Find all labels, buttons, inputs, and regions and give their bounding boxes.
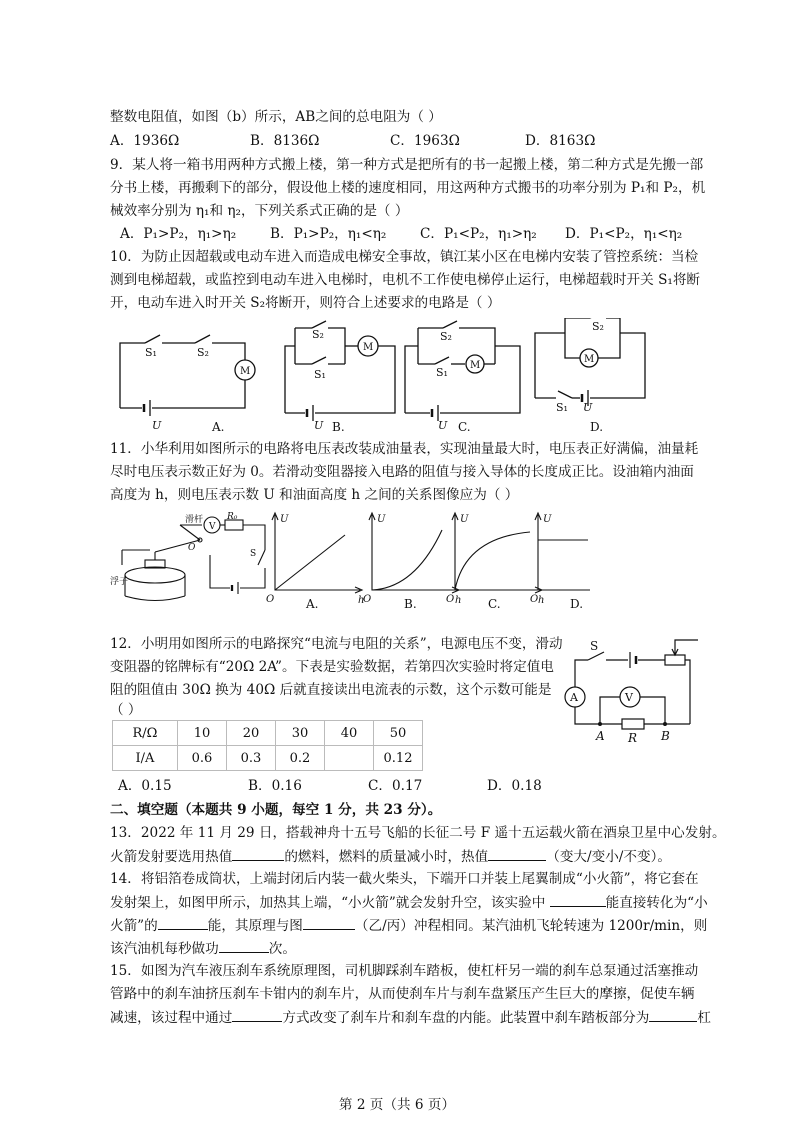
table-cell: R/Ω xyxy=(113,721,178,746)
q10-c-u: U xyxy=(438,419,448,432)
q15-line-2: 管路中的刹车油挤压刹车卡钳内的刹车片，从而使刹车片与刹车盘紧压产生巨大的摩擦，促使车辆 xyxy=(110,986,695,1002)
q14-blank-1[interactable] xyxy=(550,892,606,907)
q13-line-2 xyxy=(110,846,671,867)
q15-text-a: 减速，该过程中通过 xyxy=(110,1010,233,1026)
q13-text-b: 的燃料，燃料的质量减小时，热值 xyxy=(284,849,489,865)
q10-caption-b: B. xyxy=(332,420,345,434)
q11-line-3: 高度为 h，则电压表示数 U 和油面高度 h 之间的关系图像应为（ ） xyxy=(110,487,519,503)
q12-option-c: C．0.17 xyxy=(368,778,423,794)
q14-text-f: 该汽油机每秒做功 xyxy=(110,941,219,957)
q10-line-2: 测到电梯超载，或监控到电动车进入电梯时，电机不工作使电梯停止运行，电梯超载时开关 S₁将断 xyxy=(110,272,701,288)
q11-b-u: U xyxy=(377,514,386,525)
q8-option-c: C．1963Ω xyxy=(390,133,460,149)
q10-d-u: U xyxy=(583,401,593,414)
q12-point-a-label: A xyxy=(596,729,605,743)
q10-line-1: 10．为防止因超载或电动车进入而造成电梯安全事故，镇江某小区在电梯内安装了管控系统：当检 xyxy=(110,249,699,265)
q11-a-o: O xyxy=(266,594,275,605)
q10-c-s2: S₂ xyxy=(440,330,452,343)
q10-b-s2: S₂ xyxy=(312,328,324,341)
q10-line-3: 开，电动车进入时开关 S₂将断开，则符合上述要求的电路是（ ） xyxy=(110,295,501,311)
q8-option-b: B．8136Ω xyxy=(250,133,320,149)
q14-text-e: （乙/丙）冲程相同。某汽油机飞轮转速为 1200r/min，则 xyxy=(354,918,708,934)
q11-c-u: U xyxy=(460,514,469,525)
q14-text-a: 发射架上，如图甲所示，加热其上端，“小火箭”就会发射升空，该实验中 xyxy=(110,895,550,911)
q10-a-s1: S₁ xyxy=(145,346,157,359)
q11-a-h: h xyxy=(358,595,365,606)
q13-text-a: 火箭发射要选用热值 xyxy=(110,849,233,865)
q13-text-c: （变大/变小/不变）。 xyxy=(546,849,671,865)
q15-blank-1[interactable] xyxy=(232,1007,282,1022)
q10-d-m: M xyxy=(584,354,595,365)
q8-option-d: D．8163Ω xyxy=(525,133,596,149)
q12-ammeter-label: A xyxy=(570,691,578,704)
q14-text-c: 火箭”的 xyxy=(110,918,158,934)
q12-r-label: R xyxy=(628,731,638,744)
table-cell: 0.3 xyxy=(227,746,276,771)
q14-text-b: 能直接转化为“小 xyxy=(605,895,708,911)
q13-blank-1[interactable] xyxy=(232,846,284,861)
q9-option-d: D．P₁<P₂，η₁<η₂ xyxy=(565,226,683,242)
q10-d-s2: S₂ xyxy=(592,320,604,333)
q14-text-g: 次。 xyxy=(268,941,296,957)
q12-option-d: D．0.18 xyxy=(487,778,542,794)
q9-line-1: 9．某人将一箱书用两种方式搬上楼，第一种方式是把所有的书一起搬上楼，第二种方式是先搬一部 xyxy=(110,157,704,173)
q10-b-u: U xyxy=(314,419,324,432)
q11-r0-label: R₀ xyxy=(227,512,238,522)
q8-stem: 整数电阻值，如图（b）所示，AB之间的总电阻为（ ） xyxy=(110,109,442,125)
q15-text-c: 杠 xyxy=(697,1010,711,1026)
q12-s-label: S xyxy=(590,639,599,653)
q15-line-1: 15．如图为汽车液压刹车系统原理图，司机脚踩刹车踏板，使杠杆另一端的刹车总泵通过活塞推动 xyxy=(110,963,699,979)
q12-line-3: 阻的阻值由 30Ω 换为 40Ω 后就直接读出电流表的示数，这个示数可能是 xyxy=(110,682,552,698)
table-cell: 10 xyxy=(178,721,227,746)
q14-line-4 xyxy=(110,938,296,959)
q14-blank-2[interactable] xyxy=(158,915,208,930)
q9-line-3: 械效率分别为 η₁和 η₂，下列关系式正确的是（ ） xyxy=(110,203,409,219)
q11-caption-b: B. xyxy=(404,597,417,611)
q11-caption-a: A. xyxy=(306,597,319,611)
q11-figures xyxy=(110,510,590,616)
q9-line-2: 分书上楼，再搬剩下的部分，假设他上楼的速度相同，用这两种方式搬书的功率分别为 P₁和 P₂，机 xyxy=(110,180,706,196)
q10-caption-a: A. xyxy=(212,420,225,434)
q11-b-h: h xyxy=(455,595,462,606)
q14-text-d: 能，其原理与图 xyxy=(207,918,303,934)
q13-blank-2[interactable] xyxy=(488,846,546,861)
q12-line-2: 变阻器的铭牌标有“20Ω 2A”。下表是实验数据，若第四次实验时将定值电 xyxy=(110,659,554,675)
table-cell: 0.6 xyxy=(178,746,227,771)
q12-point-b-label: B xyxy=(661,729,670,743)
table-cell: 30 xyxy=(276,721,325,746)
q14-line-1: 14．将铝箔卷成筒状，上端封闭后内装一截火柴头，下端开口并装上尾翼制成“小火箭”，将它套在 xyxy=(110,871,699,887)
q14-line-2 xyxy=(110,892,708,913)
q11-v-label: V xyxy=(209,522,216,532)
q10-a-m: M xyxy=(240,366,251,377)
q10-a-u: U xyxy=(152,419,162,432)
q10-c-m: M xyxy=(470,360,481,371)
q11-s-label: S xyxy=(250,549,257,559)
q9-option-b: B．P₁>P₂，η₁<η₂ xyxy=(270,226,387,242)
q11-line-1: 11．小华利用如图所示的电路将电压表改装成油量表，实现油量最大时，电压表正好满偏，油量耗 xyxy=(110,441,699,457)
table-cell: 0.12 xyxy=(374,746,423,771)
q11-d-o: O xyxy=(530,594,539,605)
q12-line-4: （ ） xyxy=(110,702,142,718)
q11-pivot-label: O xyxy=(188,543,196,553)
q10-caption-d: D. xyxy=(590,420,604,434)
q12-option-a: A．0.15 xyxy=(118,778,172,794)
q13-line-1: 13．2022 年 11 月 29 日，搭载神舟十五号飞船的长征二号 F 遥十五运载火箭在酒泉卫星中心发射。 xyxy=(110,825,726,841)
table-row xyxy=(113,746,423,771)
q11-line-2: 尽时电压表示数正好为 0。若滑动变阻器接入电路的阻值与接入导体的长度成正比。设油箱内油面 xyxy=(110,464,694,480)
q12-data-table xyxy=(112,720,423,771)
table-cell: 50 xyxy=(374,721,423,746)
q14-line-3 xyxy=(110,915,707,936)
q11-float-label: 浮子 xyxy=(110,577,129,587)
q14-blank-3[interactable] xyxy=(303,915,355,930)
q10-c-s1: S₁ xyxy=(436,366,448,379)
q10-b-m: M xyxy=(363,342,374,353)
q15-blank-2[interactable] xyxy=(649,1007,697,1022)
table-cell: 40 xyxy=(325,721,374,746)
q12-option-b: B．0.16 xyxy=(248,778,302,794)
table-cell xyxy=(325,746,374,771)
page-footer: 第 2 页（共 6 页） xyxy=(338,1097,456,1113)
q10-a-s2: S₂ xyxy=(197,346,209,359)
q12-voltmeter-label: V xyxy=(625,691,633,704)
q11-a-u: U xyxy=(280,514,289,525)
q11-caption-d: D. xyxy=(570,597,584,611)
q15-text-b: 方式改变了刹车片和刹车盘的内能。此装置中刹车踏板部分为 xyxy=(282,1010,650,1026)
section-title: 二、填空题（本题共 9 小题，每空 1 分，共 23 分）。 xyxy=(110,802,442,818)
q15-line-3 xyxy=(110,1007,711,1028)
q8-option-a: A．1936Ω xyxy=(110,133,180,149)
q11-lever-label: 滑杆 xyxy=(185,515,204,525)
q12-circuit-figure xyxy=(560,632,700,744)
table-cell: I/A xyxy=(113,746,178,771)
q9-option-a: A．P₁>P₂，η₁>η₂ xyxy=(120,226,237,242)
q10-d-s1: S₁ xyxy=(556,401,568,414)
q11-c-o: O xyxy=(446,594,455,605)
q10-circuit-figures xyxy=(100,318,700,438)
table-cell: 0.2 xyxy=(276,746,325,771)
q9-option-c: C．P₁<P₂，η₁>η₂ xyxy=(420,226,537,242)
q10-caption-c: C. xyxy=(458,420,471,434)
table-row xyxy=(113,721,423,746)
q14-blank-4[interactable] xyxy=(219,938,269,953)
q10-b-s1: S₁ xyxy=(314,368,326,381)
q11-c-h: h xyxy=(538,595,545,606)
q11-d-u: U xyxy=(543,514,552,525)
q11-caption-c: C. xyxy=(488,597,501,611)
q11-b-o: O xyxy=(363,594,372,605)
table-cell: 20 xyxy=(227,721,276,746)
q12-line-1: 12．小明用如图所示的电路探究“电流与电阻的关系”，电源电压不变，滑动 xyxy=(110,636,563,652)
